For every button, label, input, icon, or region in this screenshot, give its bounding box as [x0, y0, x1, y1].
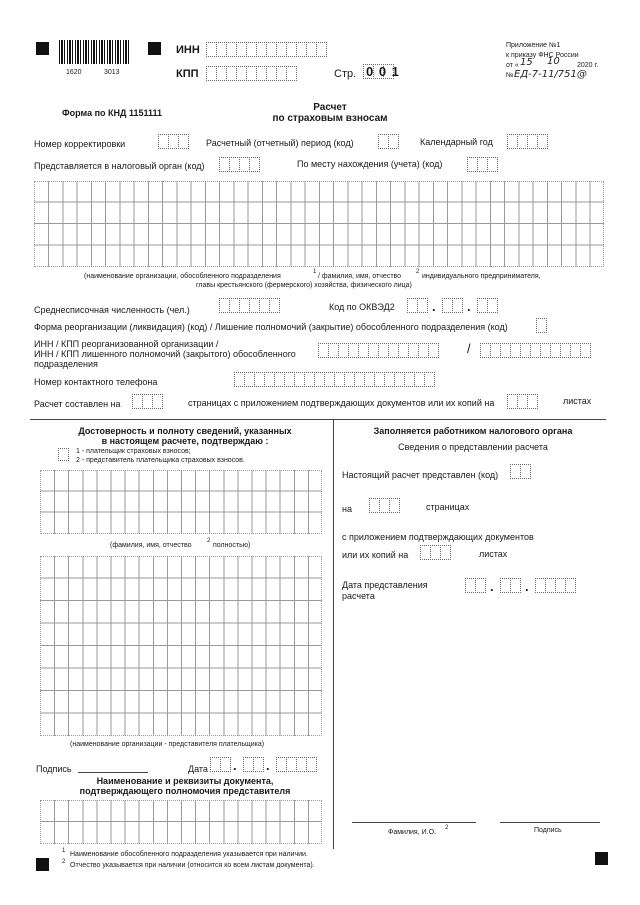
kpp-cells[interactable] [206, 66, 296, 81]
footnote-1-number: 1 [62, 848, 66, 854]
tax-office-label: Представляется в налоговый орган (код) [34, 161, 205, 171]
okved-cells-2[interactable] [442, 298, 462, 313]
org-name-note4: главы крестьянского (фермерского) хозяйства, физического лица) [196, 282, 412, 289]
left-title-1: Достоверность и полноту сведений, указанных [78, 426, 292, 436]
confirm-opt2: 2 - представитель плательщика страховых взносов. [76, 457, 245, 464]
doc-title-1: Наименование и реквизиты документа, [96, 776, 274, 786]
date-dot: . [525, 579, 529, 594]
date-dot: . [490, 579, 494, 594]
period-cells[interactable] [378, 134, 398, 149]
sign-date-month[interactable] [243, 757, 263, 772]
sheets-label: листах [563, 396, 592, 406]
right-subtitle: Сведения о представлении расчета [398, 442, 548, 452]
year-cells[interactable] [507, 134, 547, 149]
form-title-line1: Расчет [313, 102, 347, 113]
right-title: Заполняется работником налогового органа [373, 426, 573, 436]
appendix-line3-prefix: от « [506, 62, 519, 69]
okved-dot: . [467, 299, 471, 314]
page-label: Стр. [334, 68, 357, 80]
org-name-note: (наименование организации, обособленного подразделения [84, 273, 281, 280]
footnote-sup2: 2 [416, 269, 420, 275]
okved-cells-3[interactable] [477, 298, 497, 313]
form-title-line2: по страховым взносам [272, 113, 388, 124]
fio-note: (фамилия, имя, отчество [110, 542, 192, 549]
submit-date-day[interactable] [465, 578, 485, 593]
date-label: Дата [188, 764, 208, 774]
correction-label: Номер корректировки [34, 139, 126, 149]
correction-cells[interactable] [158, 134, 188, 149]
pages-with-label: страницах с приложением подтверждающих документов или их копий на [188, 398, 495, 408]
org-name-grid[interactable] [34, 181, 604, 267]
footnote-2: Отчество указывается при наличии (относится ко всем листам документа). [70, 862, 315, 869]
doc-grid[interactable] [40, 800, 322, 844]
sign-date-year[interactable] [276, 757, 316, 772]
footnote-1: Наименование обособленного подразделения указывается при наличии. [70, 851, 308, 858]
date-dot: . [233, 758, 237, 773]
right-sheets-cells[interactable] [420, 545, 450, 560]
footnote-sup1: 1 [313, 269, 317, 275]
appendix-line1: Приложение №1 [506, 42, 561, 49]
submit-date-month[interactable] [500, 578, 520, 593]
location-cells[interactable] [467, 157, 497, 172]
phone-label: Номер контактного телефона [34, 377, 158, 387]
rep-org-note: (наименование организации - представителя плательщика) [70, 741, 265, 748]
period-label: Расчетный (отчетный) период (код) [206, 138, 354, 148]
signature-line-right [500, 822, 600, 823]
compiled-pages-cells[interactable] [132, 394, 162, 409]
doc-title-2: подтверждающего полномочия представителя [79, 786, 291, 796]
sign-date-day[interactable] [210, 757, 230, 772]
fio-note2: полностью) [213, 542, 251, 549]
confirm-type-cell[interactable] [58, 448, 69, 461]
corner-marker [36, 42, 49, 55]
right-fio-label: Фамилия, И.О. [388, 829, 436, 836]
corner-marker [595, 852, 608, 865]
reorg-inn-label-1: ИНН / КПП реорганизованной организации / [34, 339, 219, 349]
submit-date-year[interactable] [535, 578, 575, 593]
date-submit-label-2: расчета [342, 591, 375, 601]
kpp-label: КПП [176, 68, 199, 80]
inn-label: ИНН [176, 44, 200, 56]
barcode-right-number: 3013 [104, 69, 120, 76]
reorg-form-label: Форма реорганизации (ликвидация) (код) / Лишение полномочий (закрытие) обособленного подразделения (код) [34, 322, 508, 332]
org-name-note2: / фамилия, имя, отчество [318, 273, 402, 280]
confirm-opt1: 1 - плательщик страховых взносов; [76, 448, 191, 455]
with-docs-label: с приложением подтверждающих документов [342, 532, 534, 542]
signature-line [78, 772, 148, 773]
compiled-label: Расчет составлен на [34, 399, 121, 409]
appendix-line3-suffix: 2020 г. [577, 62, 599, 69]
order-day: 15 [520, 57, 533, 68]
rep-org-grid[interactable] [40, 556, 322, 736]
reorg-inn-label-2: ИНН / КПП лишенного полномочий (закрытого) обособленного [34, 349, 296, 359]
submitted-code-label: Настоящий расчет представлен (код) [342, 470, 499, 480]
reorg-kpp-cells[interactable] [480, 343, 590, 358]
compiled-sheets-cells[interactable] [507, 394, 537, 409]
right-signature-label: Подпись [534, 827, 562, 834]
corner-marker [36, 858, 49, 871]
fio-sup2: 2 [207, 538, 211, 544]
org-name-note3: индивидуального предпринимателя, [422, 273, 541, 280]
column-divider [333, 419, 334, 849]
barcode [59, 40, 129, 64]
reorg-inn-label-3: подразделения [34, 359, 98, 369]
left-title-2: в настоящем расчете, подтверждаю : [101, 436, 269, 446]
submitted-code-cells[interactable] [510, 464, 530, 479]
right-fio-sup2: 2 [445, 825, 449, 831]
reorg-inn-cells[interactable] [318, 343, 438, 358]
headcount-label: Среднесписочная численность (чел.) [34, 305, 190, 315]
year-label: Календарный год [420, 137, 493, 147]
date-submit-label-1: Дата представления [342, 580, 428, 590]
corner-marker [148, 42, 161, 55]
right-sheets-label: листах [479, 549, 508, 559]
location-label: По месту нахождения (учета) (код) [297, 159, 443, 169]
footnote-2-number: 2 [62, 859, 66, 865]
inn-cells[interactable] [206, 42, 326, 57]
copies-on-label: или их копий на [342, 550, 409, 560]
page-value: 0 0 1 [366, 64, 400, 79]
appendix-line2: к приказу ФНС России [506, 52, 579, 59]
reorg-form-cell[interactable] [536, 318, 546, 333]
okved-dot: . [432, 299, 436, 314]
order-month: 10 [547, 56, 560, 67]
fio-grid[interactable] [40, 470, 322, 534]
form-knd: Форма по КНД 1151111 [62, 108, 162, 118]
reorg-slash: / [467, 341, 471, 356]
section-divider [30, 419, 606, 420]
tax-office-cells[interactable] [219, 157, 259, 172]
right-pages-label: страницах [426, 502, 470, 512]
okved-label: Код по ОКВЭД2 [329, 302, 395, 312]
fio-line [352, 822, 476, 823]
barcode-left-number: 1620 [66, 69, 82, 76]
on-label: на [342, 504, 352, 514]
okved-cells-1[interactable] [407, 298, 427, 313]
phone-cells[interactable] [234, 372, 434, 387]
signature-label: Подпись [36, 764, 72, 774]
order-number: ЕД-7-11/751@ [514, 69, 587, 80]
appendix-line4-prefix: № [506, 72, 514, 79]
right-pages-cells[interactable] [369, 498, 399, 513]
date-dot: . [266, 758, 270, 773]
headcount-cells[interactable] [219, 298, 279, 313]
